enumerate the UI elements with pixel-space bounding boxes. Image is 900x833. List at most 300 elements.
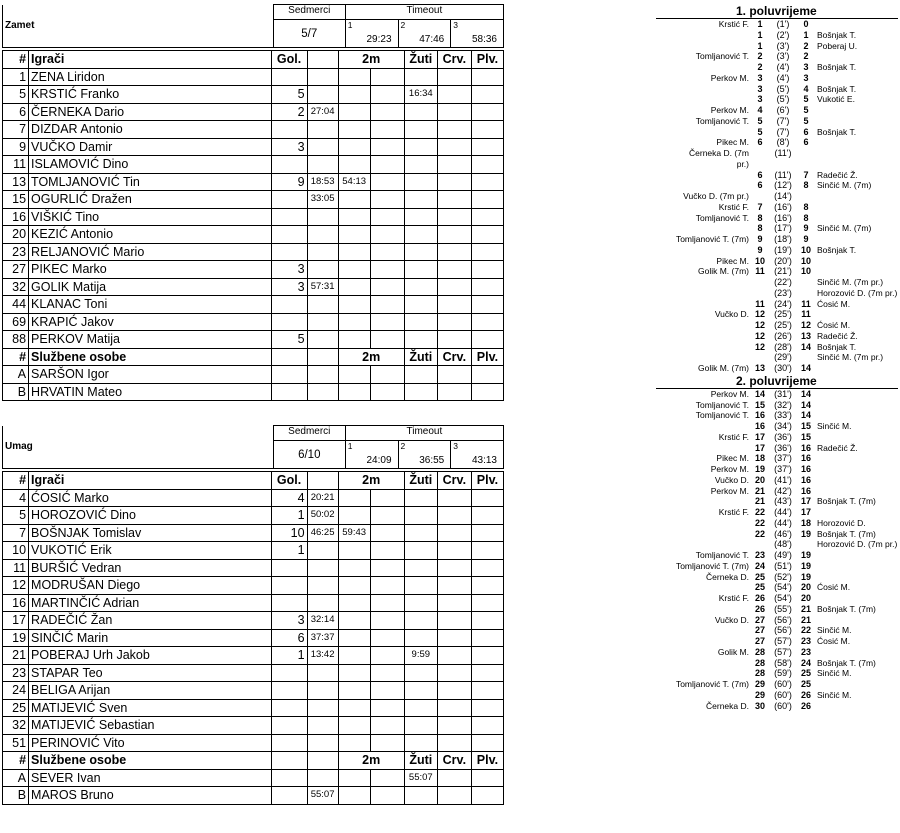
away-score: 23 <box>800 636 811 646</box>
minute: (33') <box>774 410 792 421</box>
timeout-time: 43:13 <box>471 455 497 466</box>
away-score: 17 <box>800 496 811 507</box>
red-card-cell <box>437 121 471 139</box>
goals-header: Gol. <box>271 472 307 490</box>
twomin-1-cell <box>307 226 338 244</box>
twomin-3-cell <box>370 243 404 261</box>
log-row <box>656 256 898 267</box>
goals-cell <box>271 734 307 752</box>
minute: (57') <box>774 646 792 657</box>
goals-cell <box>271 226 307 244</box>
twomin-2-cell <box>338 243 370 261</box>
yellow-header: Žuti <box>404 348 437 366</box>
log-row <box>656 625 898 636</box>
twomin-1-cell: 55:07 <box>307 787 338 805</box>
red-card-cell <box>437 103 471 121</box>
twomin-3-cell <box>370 173 404 191</box>
timeout-index: 1 <box>347 441 353 451</box>
home-scorer: pr.) <box>736 158 749 169</box>
minute: (6') <box>776 105 790 115</box>
goals-cell: 3 <box>271 261 307 279</box>
away-score: 4 <box>803 83 809 94</box>
twomin-2-cell <box>338 156 370 174</box>
home-score: 1 <box>757 29 763 40</box>
timeout-cell <box>345 20 398 48</box>
blue-card-cell <box>471 173 503 191</box>
player-name: MARTINČIĆ Adrian <box>29 594 271 612</box>
jersey-number: 25 <box>3 699 29 717</box>
home-scorer: Krstić F. <box>718 593 749 603</box>
player-name: ČERNEKA Dario <box>29 103 271 121</box>
yellow-header: Žuti <box>404 752 437 770</box>
jersey-number: 44 <box>3 296 29 314</box>
home-score: 17 <box>754 431 765 442</box>
blue-card-cell <box>471 261 503 279</box>
twomin-3-cell <box>370 507 404 525</box>
home-scorer: Pikec M. <box>716 255 749 266</box>
minute: (43') <box>774 496 792 507</box>
minute: (46') <box>774 528 792 539</box>
player-row <box>3 138 504 156</box>
twomin-2-cell <box>338 577 370 595</box>
sedmerci-label: Sedmerci <box>273 5 345 20</box>
minute: (4') <box>776 72 790 83</box>
jersey-number: 15 <box>3 191 29 209</box>
timeout-cell <box>398 441 451 469</box>
home-score: 11 <box>755 266 765 277</box>
goals-cell <box>271 121 307 139</box>
log-row <box>656 604 898 615</box>
player-row <box>3 664 504 682</box>
away-score: 14 <box>800 341 811 352</box>
player-name: PERINOVIĆ Vito <box>29 734 271 752</box>
player-row <box>3 86 504 104</box>
timeout-cell <box>451 20 504 48</box>
blue-card-cell <box>471 577 503 595</box>
red-card-cell <box>437 699 471 717</box>
goals-cell: 5 <box>271 331 307 349</box>
home-score: 20 <box>754 474 765 485</box>
goals-header: Gol. <box>271 51 307 69</box>
away-scorer: Bošnjak T. <box>817 244 857 255</box>
minute: (22') <box>774 277 792 287</box>
away-scorer: Horozović D. <box>817 517 866 528</box>
home-scorer: Perkov M. <box>710 72 749 83</box>
log-row <box>656 363 898 374</box>
red-card-cell <box>437 594 471 612</box>
half-header <box>656 374 898 389</box>
red-card-cell <box>437 68 471 86</box>
blue-card-cell <box>471 629 503 647</box>
home-score: 29 <box>754 689 765 700</box>
minute: (56') <box>774 625 792 636</box>
empty-cell <box>307 348 338 366</box>
minute: (60') <box>774 689 792 700</box>
red-card-cell <box>437 278 471 296</box>
log-row <box>656 320 898 331</box>
blue-header: Plv. <box>471 51 503 69</box>
twomin-3-cell <box>370 208 404 226</box>
red-card-cell <box>437 243 471 261</box>
minute: (21') <box>774 266 792 277</box>
goals-cell <box>271 594 307 612</box>
blue-header: Plv. <box>471 348 503 366</box>
minute: (51') <box>774 560 792 571</box>
twomin-3-cell <box>370 664 404 682</box>
minute: (55') <box>774 603 792 614</box>
blue-card-cell <box>471 507 503 525</box>
name-header: Službene osobe <box>29 752 271 770</box>
minute: (48') <box>774 539 792 550</box>
home-score: 8 <box>757 223 763 234</box>
away-score: 20 <box>800 582 811 593</box>
goals-cell <box>271 208 307 226</box>
home-score: 25 <box>754 582 765 593</box>
yellow-card-cell: 16:34 <box>404 86 437 104</box>
table-header-row <box>3 348 504 366</box>
twomin-1-cell: 50:02 <box>307 507 338 525</box>
twomin-2-cell <box>338 331 370 349</box>
away-score: 7 <box>803 169 809 180</box>
yellow-card-cell <box>404 191 437 209</box>
player-name: MATIJEVIĆ Sven <box>29 699 271 717</box>
away-score: 19 <box>800 571 811 582</box>
blue-card-cell <box>471 769 503 787</box>
twomin-3-cell <box>370 769 404 787</box>
home-score: 6 <box>757 180 763 191</box>
timeout-index: 3 <box>453 20 458 30</box>
twomin-3-cell <box>370 191 404 209</box>
timeout-index: 2 <box>400 20 406 30</box>
log-row <box>656 148 898 159</box>
jersey-number: 7 <box>3 121 29 139</box>
log-row <box>656 432 898 443</box>
player-name: BOŠNJAK Tomislav <box>29 524 271 542</box>
jersey-number: 1 <box>3 68 29 86</box>
red-card-cell <box>437 717 471 735</box>
player-name: KEZIĆ Antonio <box>29 226 271 244</box>
home-scorer: Krstić F. <box>718 201 749 212</box>
twomin-3-cell <box>370 594 404 612</box>
home-scorer: Perkov M. <box>710 464 749 474</box>
official-row <box>3 366 504 384</box>
player-row <box>3 734 504 752</box>
table-header-row <box>3 752 504 770</box>
player-name: VIŠKIĆ Tino <box>29 208 271 226</box>
sedmerci-value: 5/7 <box>273 20 345 48</box>
minute: (12') <box>774 180 792 191</box>
player-name: VUKOTIĆ Erik <box>29 542 271 560</box>
yellow-card-cell <box>404 629 437 647</box>
goals-cell <box>271 717 307 735</box>
minute: (25') <box>774 320 792 330</box>
home-score: 6 <box>757 169 763 180</box>
yellow-card-cell <box>404 682 437 700</box>
twomin-2-cell <box>338 542 370 560</box>
player-name: STAPAR Teo <box>29 664 271 682</box>
home-scorer: Tomljanović T. <box>695 410 749 421</box>
home-score: 8 <box>757 212 763 223</box>
blue-card-cell <box>471 594 503 612</box>
away-score: 13 <box>800 330 811 341</box>
blue-card-cell <box>471 524 503 542</box>
twomin-3-cell <box>370 682 404 700</box>
home-score: 24 <box>754 560 765 571</box>
jersey-number: 16 <box>3 594 29 612</box>
twomin-2-cell: 59:43 <box>338 524 370 542</box>
yellow-card-cell <box>404 226 437 244</box>
yellow-header: Žuti <box>404 51 437 69</box>
blue-card-cell <box>471 138 503 156</box>
home-score: 2 <box>757 51 763 62</box>
log-row <box>656 159 898 170</box>
jersey-number: 51 <box>3 734 29 752</box>
twomin-1-cell <box>307 682 338 700</box>
away-score: 20 <box>800 593 811 603</box>
yellow-card-cell <box>404 313 437 331</box>
red-card-cell <box>437 629 471 647</box>
minute: (2') <box>776 29 790 40</box>
jersey-number: A <box>3 366 29 384</box>
blue-card-cell <box>471 682 503 700</box>
minute: (36') <box>774 442 792 453</box>
red-card-cell <box>437 664 471 682</box>
home-score: 28 <box>754 668 765 679</box>
player-row <box>3 68 504 86</box>
home-score: 16 <box>754 421 765 431</box>
jersey-number: 69 <box>3 313 29 331</box>
goals-cell <box>271 559 307 577</box>
away-score: 5 <box>803 105 809 115</box>
minute: (16') <box>774 201 792 212</box>
twomin-3-cell <box>370 559 404 577</box>
minute: (54') <box>774 582 792 593</box>
twomin-2-cell <box>338 208 370 226</box>
red-card-cell <box>437 577 471 595</box>
player-row <box>3 261 504 279</box>
log-row <box>656 191 898 202</box>
player-name: MODRUŠAN Diego <box>29 577 271 595</box>
away-scorer: Bošnjak T. (7m) <box>817 657 876 668</box>
home-score: 2 <box>757 62 763 72</box>
jersey-number: 6 <box>3 103 29 121</box>
home-score: 5 <box>757 115 763 126</box>
blue-card-cell <box>471 664 503 682</box>
away-scorer: Sinčić M. <box>817 668 852 679</box>
twomin-2-cell <box>338 664 370 682</box>
goals-cell: 1 <box>271 542 307 560</box>
red-header: Crv. <box>437 472 471 490</box>
home-scorer: Černeka D. <box>706 700 749 711</box>
minute: (54') <box>774 593 792 603</box>
twomin-2-cell <box>338 86 370 104</box>
away-scorer: Bošnjak T. (7m) <box>817 603 876 614</box>
jersey-number: 4 <box>3 489 29 507</box>
twomin-1-cell <box>307 138 338 156</box>
empty-cell <box>307 472 338 490</box>
player-name: KRSTIĆ Franko <box>29 86 271 104</box>
log-row <box>656 288 898 299</box>
home-score: 9 <box>757 244 763 255</box>
twomin-3-cell <box>370 542 404 560</box>
away-score: 6 <box>803 137 809 148</box>
red-header: Crv. <box>437 51 471 69</box>
official-name: SARŠON Igor <box>29 366 271 384</box>
timeout-label: Timeout <box>345 426 503 441</box>
goals-cell <box>271 191 307 209</box>
twomin-1-cell <box>307 68 338 86</box>
home-score: 15 <box>754 399 765 410</box>
yellow-card-cell <box>404 577 437 595</box>
away-score: 10 <box>800 255 811 266</box>
player-row <box>3 524 504 542</box>
log-row <box>656 582 898 593</box>
player-name: BELIGA Arijan <box>29 682 271 700</box>
log-row <box>656 116 898 127</box>
yellow-card-cell <box>404 278 437 296</box>
log-row <box>656 299 898 310</box>
player-name: RADEČIĆ Žan <box>29 612 271 630</box>
goals-cell <box>271 664 307 682</box>
blue-card-cell <box>471 383 503 401</box>
away-score: 17 <box>800 507 811 517</box>
player-name: ZENA Liridon <box>29 68 271 86</box>
twomin-2-cell <box>338 68 370 86</box>
minute: (52') <box>774 571 792 582</box>
player-row <box>3 208 504 226</box>
red-card-cell <box>437 507 471 525</box>
jersey-number: B <box>3 787 29 805</box>
official-name: SEVER Ivan <box>29 769 271 787</box>
log-row <box>656 410 898 421</box>
yellow-card-cell <box>404 594 437 612</box>
yellow-card-cell <box>404 507 437 525</box>
twomin-header: 2m <box>338 51 404 69</box>
away-scorer: Sinčić M. (7m pr.) <box>817 277 884 287</box>
red-header: Crv. <box>437 348 471 366</box>
blue-card-cell <box>471 787 503 805</box>
minute: (44') <box>774 517 792 528</box>
away-scorer: Ćosić M. <box>817 582 851 593</box>
home-scorer: Vučko D. (7m pr.) <box>683 191 749 201</box>
twomin-2-cell <box>338 226 370 244</box>
yellow-card-cell <box>404 331 437 349</box>
away-score: 19 <box>800 560 811 571</box>
log-row <box>656 84 898 95</box>
log-row <box>656 170 898 181</box>
twomin-2-cell: 54:13 <box>338 173 370 191</box>
away-scorer: Sinčić M. (7m) <box>817 180 872 191</box>
jersey-number: 16 <box>3 208 29 226</box>
home-scorer: Golik M. (7m) <box>698 266 749 277</box>
twomin-1-cell: 46:25 <box>307 524 338 542</box>
minute: (49') <box>774 550 792 560</box>
home-score: 26 <box>754 593 765 603</box>
timeout-cell <box>451 441 504 469</box>
twomin-1-cell <box>307 331 338 349</box>
away-score: 6 <box>803 126 809 137</box>
away-score: 11 <box>801 309 811 320</box>
home-score: 23 <box>754 550 765 560</box>
log-row <box>656 245 898 256</box>
away-score: 5 <box>803 115 809 126</box>
goals-cell <box>271 682 307 700</box>
player-row <box>3 647 504 665</box>
twomin-3-cell <box>370 261 404 279</box>
player-row <box>3 559 504 577</box>
yellow-header: Žuti <box>404 472 437 490</box>
minute: (59') <box>774 668 792 679</box>
minute: (28') <box>774 341 792 352</box>
twomin-2-cell <box>338 383 370 401</box>
log-row <box>656 453 898 464</box>
jersey-number: 11 <box>3 156 29 174</box>
player-row <box>3 489 504 507</box>
away-score: 21 <box>800 614 811 625</box>
log-row <box>656 202 898 213</box>
log-row <box>656 105 898 116</box>
home-score: 5 <box>757 126 763 137</box>
player-row <box>3 682 504 700</box>
log-row <box>656 496 898 507</box>
yellow-card-cell <box>404 489 437 507</box>
home-scorer: Perkov M. <box>710 485 749 496</box>
away-score: 12 <box>800 320 811 330</box>
twomin-3-cell <box>370 734 404 752</box>
hash-header: # <box>3 51 29 69</box>
log-row <box>656 690 898 701</box>
twomin-2-cell <box>338 682 370 700</box>
twomin-2-cell <box>338 507 370 525</box>
empty-cell <box>271 348 307 366</box>
log-row <box>656 62 898 73</box>
away-score: 8 <box>803 212 809 223</box>
twomin-3-cell <box>370 278 404 296</box>
yellow-card-cell: 9:59 <box>404 647 437 665</box>
blue-card-cell <box>471 296 503 314</box>
blue-card-cell <box>471 86 503 104</box>
players-table <box>2 50 504 401</box>
home-scorer: Tomljanović T. (7m) <box>675 679 749 689</box>
yellow-card-cell <box>404 261 437 279</box>
yellow-card-cell <box>404 787 437 805</box>
away-score: 19 <box>800 528 811 539</box>
log-row <box>656 309 898 320</box>
player-name: ISLAMOVIĆ Dino <box>29 156 271 174</box>
timeout-cell <box>345 441 398 469</box>
away-scorer: Ćosić M. <box>817 320 851 330</box>
player-name: KLANAC Toni <box>29 296 271 314</box>
away-score: 9 <box>803 234 809 244</box>
home-scorer: Tomljanović T. <box>695 550 749 560</box>
jersey-number: 24 <box>3 682 29 700</box>
home-score: 1 <box>757 19 763 29</box>
yellow-card-cell: 55:07 <box>404 769 437 787</box>
red-card-cell <box>437 787 471 805</box>
player-row <box>3 331 504 349</box>
yellow-card-cell <box>404 664 437 682</box>
twomin-2-cell <box>338 296 370 314</box>
away-scorer: Vukotić E. <box>817 94 855 105</box>
sedmerci-label: Sedmerci <box>273 426 345 441</box>
team-block <box>2 4 504 404</box>
minute: (17') <box>774 223 792 234</box>
away-score: 25 <box>800 679 811 689</box>
minute: (29') <box>774 352 792 363</box>
twomin-3-cell <box>370 577 404 595</box>
twomin-1-cell: 27:04 <box>307 103 338 121</box>
empty-cell <box>307 752 338 770</box>
